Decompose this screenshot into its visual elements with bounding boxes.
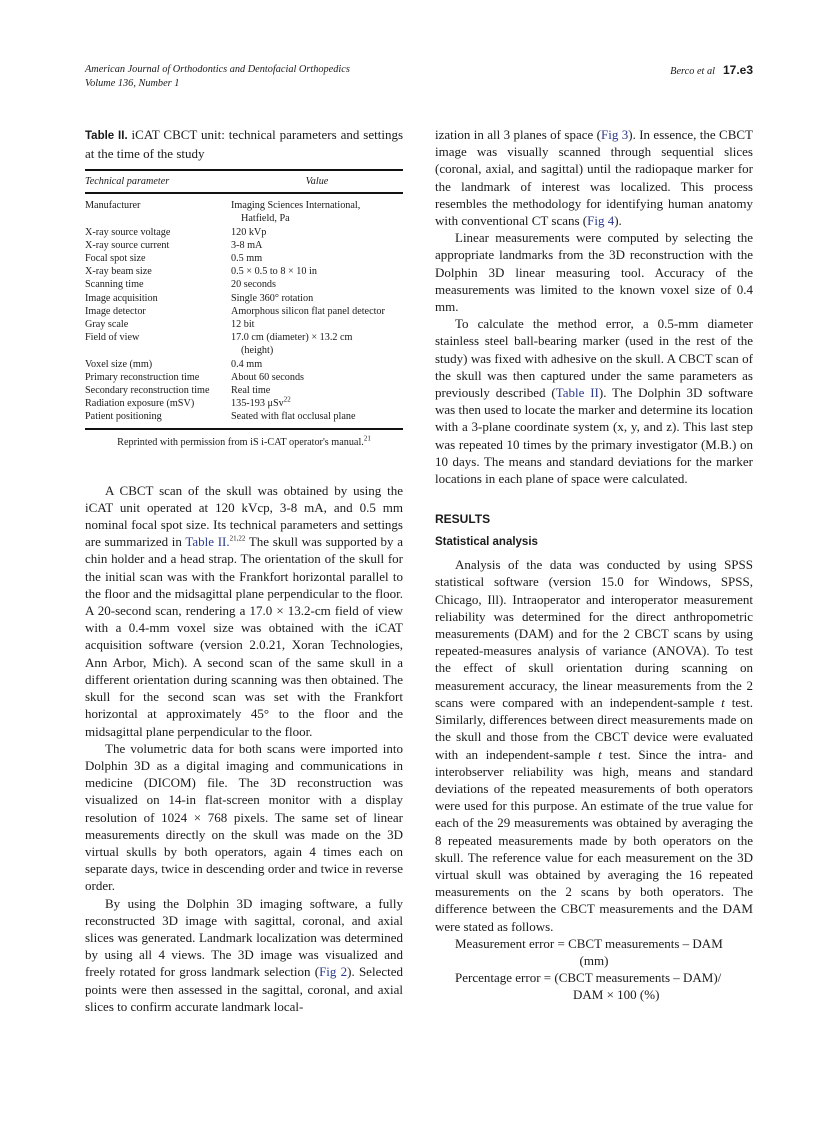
value-cell: [231, 384, 403, 397]
right-body-text: [435, 126, 753, 487]
value-text: 0.4 mm: [231, 358, 263, 370]
section-heading: RESULTS: [435, 512, 491, 527]
parameter-cell: X-ray source voltage: [85, 226, 171, 238]
paragraph: Linear measurements were computed by selecting the appropriate landmarks from the 3D reconstruction with the Dolphin 3D linear measuring tool. Accuracy of the measurements was limited to the known voxel size of 0.4 mm.: [435, 230, 753, 315]
value-text-continued: (height): [241, 345, 274, 357]
parameter-cell: Manufacturer: [85, 200, 141, 212]
paragraph: [85, 895, 403, 1015]
figure-ref-link[interactable]: Fig 3: [600, 127, 629, 142]
parameter-cell: Scanning time: [85, 279, 144, 291]
value-text: Single 360° rotation: [231, 292, 314, 304]
text-run: ). In essence, the CBCT image was visually scanned through sequential slices (coronal, axial, and sagittal) until the radiopaque marker for the landmark of interest was localized. This process resembles the methodology for identifying human anatomy with conventional CT scans (: [435, 127, 753, 229]
parameter-cell: Field of view: [85, 332, 140, 344]
parameter-cell: Voxel size (mm): [85, 358, 153, 370]
parameter-cell: Focal spot size: [85, 253, 146, 265]
table-body: [85, 193, 403, 427]
text-run: A CBCT scan of the skull was obtained by using the iCAT unit operated at 120 kVcp, 3-8 mA, and 0.5 mm nominal focal spot size. Its technical parameters and settings are summarized in: [85, 482, 403, 550]
text-run: By using the Dolphin 3D imaging software, a fully reconstructed 3D image with sagittal, coronal, and axial slices was generated. Landmark localization was determined by using all 4 views. The 3D image was visualized and freely rotated for gross landmark selection (: [85, 895, 403, 980]
table-label: Table II.: [85, 130, 128, 142]
column-header-value: Value: [231, 170, 403, 193]
equation-percentage-error: Percentage error = (CBCT measurements – DAM)/: [455, 969, 722, 985]
text-run: ization in all 3 planes of space (: [435, 127, 601, 142]
subsection-heading: Statistical analysis: [435, 536, 538, 549]
page-number: 17.e3: [722, 63, 753, 77]
value-cell: [231, 193, 403, 225]
journal-volume: Volume 136, Number 1: [85, 78, 180, 89]
paragraph: [85, 482, 403, 740]
running-header-journal: [85, 63, 350, 91]
value-cell: [231, 318, 403, 331]
value-text: 20 seconds: [231, 279, 276, 291]
figure-ref-link[interactable]: Fig 2: [319, 964, 348, 980]
equation-percentage-error-cont: DAM × 100 (%): [573, 986, 660, 1002]
parameter-cell: Image acquisition: [85, 292, 158, 304]
journal-name: American Journal of Orthodontics and Dentofacial Orthopedics: [85, 64, 350, 75]
parameter-cell: Patient positioning: [85, 411, 162, 423]
table-row: [85, 331, 403, 357]
table-footnote: [85, 436, 403, 449]
value-cell: [231, 278, 403, 291]
left-body-text: [85, 482, 403, 1015]
value-text: Imaging Sciences International,: [231, 200, 361, 212]
table-row: [85, 410, 403, 427]
table-title: iCAT CBCT unit: technical parameters and settings at the time of the study: [85, 127, 404, 161]
value-cell: [231, 358, 403, 371]
text-run: The skull was supported by a chin holder and a head strap. The orientation of the skull for the initial scan was with the Frankfort horizontal parallel to the floor and the midsagittal plane perpendicular to the floor. A 20-second scan, rendering a 17.0 × 13.2-cm field of view with a 0.4-mm voxel size was obtained with the iCAT acquisition software (version 2.0.21, Xoran Technologies, Ann Arbor, Mich). A second scan of the same skull in a different orientation during scanning was then obtained. The skull for the second scan was set with the Frankfort horizontal at approximately 45° to the floor and the midsagittal plane perpendicular to the floor.: [85, 534, 403, 739]
table-row: [85, 252, 403, 265]
paragraph: [435, 315, 753, 487]
table-row: [85, 265, 403, 278]
table-bottom-rule: [85, 428, 403, 430]
italic-t: t: [721, 694, 725, 710]
value-cell: [231, 371, 403, 384]
text-run: To calculate the method error, a 0.5-mm diameter stainless steel ball-bearing marker (used in the rest of the study) was fixed with adhesive on the skull. A CBCT scan of the skull was then captured under the same parameters as previously described (: [435, 316, 753, 401]
citation-ref[interactable]: 21,22: [229, 534, 246, 543]
value-text: 0.5 × 0.5 to 8 × 10 in: [231, 266, 317, 278]
paragraph: [435, 556, 753, 934]
value-text: 135-193 μSv: [231, 398, 284, 410]
text-run: Analysis of the data was conducted by using SPSS statistical software (version 15.0 for Windows, SPSS, Chicago, Ill). Intraoperator and interoperator measurement reliability was determined for the direct anthropometric measurements (DAM) and for the 2 CBCT scans by using repeated-measures analysis of variance (ANOVA). To test the effect of skull orientation during scanning on measurement accuracy, the linear measurements from the 2 scans were compared with an independent-sample: [435, 557, 753, 710]
paragraph: The volumetric data for both scans were imported into Dolphin 3D as a digital imaging and communications in medicine (DICOM) file. The 3D reconstruction was visualized on 14-in flat-screen monitor with a display resolution of 1024 × 768 pixels. The same set of linear measurements directly on the skull was made on the 3D virtual skulls by both operators, again 4 times each on separate days, twice in descending order and twice in reverse order.: [85, 740, 403, 894]
right-column: [435, 126, 753, 1003]
column-header-parameter: Technical parameter: [85, 170, 231, 193]
value-cell: [231, 331, 403, 357]
parameter-cell: Gray scale: [85, 319, 129, 331]
table-footnote-ref[interactable]: 21: [363, 434, 371, 443]
value-cell: [231, 265, 403, 278]
table-caption: [85, 126, 403, 162]
value-cell: [231, 305, 403, 318]
value-text: 3-8 mA: [231, 239, 263, 251]
table-row: [85, 371, 403, 384]
table-ref-link[interactable]: Table II: [555, 385, 599, 401]
value-text: Real time: [231, 385, 271, 397]
italic-t: t: [598, 746, 602, 762]
value-cell: [231, 397, 403, 410]
value-text: Seated with flat occlusal plane: [231, 411, 356, 423]
parameter-cell: Image detector: [85, 305, 146, 317]
parameter-cell: Radiation exposure (mSV): [85, 398, 195, 410]
citation-ref[interactable]: 22: [283, 395, 291, 404]
equation-measurement-error-unit: (mm): [579, 952, 609, 968]
table-row: [85, 226, 403, 239]
table-row: [85, 358, 403, 371]
value-text: 120 kVp: [231, 226, 267, 238]
parameter-cell: Primary reconstruction time: [85, 371, 200, 383]
value-cell: [231, 239, 403, 252]
value-cell: [231, 226, 403, 239]
table-row: [85, 318, 403, 331]
value-text: 17.0 cm (diameter) × 13.2 cm: [231, 332, 353, 344]
table-row: [85, 397, 403, 410]
equation-measurement-error: Measurement error = CBCT measurements – DAM: [455, 935, 723, 951]
table-row: [85, 384, 403, 397]
parameter-cell: X-ray beam size: [85, 266, 152, 278]
table-row: [85, 278, 403, 291]
paragraph: [435, 126, 753, 229]
table-row: [85, 305, 403, 318]
table-row: [85, 239, 403, 252]
table-header-row: [85, 170, 403, 193]
table-ref-link[interactable]: Table II.: [185, 534, 230, 550]
figure-ref-link[interactable]: Fig 4: [587, 213, 615, 229]
table-footnote-text: Reprinted with permission from iS i-CAT operator's manual.: [117, 436, 364, 448]
parameter-cell: X-ray source current: [85, 239, 170, 251]
running-authors: Berco et al: [670, 66, 715, 77]
value-text: About 60 seconds: [231, 371, 305, 383]
parameters-table: [85, 169, 403, 428]
parameter-cell: Secondary reconstruction time: [85, 385, 210, 397]
text-run: ). Selected points were then assessed in the sagittal, coronal, and axial slices to confirm accurate landmark local-: [85, 964, 403, 1014]
text-run: ). The Dolphin 3D software was then used to locate the marker and determine its location with a 3-plane coordinate system (x, y, and z). This last step was repeated 10 times by the primary investigator (M.B.) on 10 days. The means and standard deviations for the marker locations in each plane of space were calculated.: [435, 385, 754, 487]
equations: [435, 935, 753, 1003]
value-cell: [231, 410, 403, 427]
value-text-continued: Hatfield, Pa: [241, 213, 290, 225]
results-body-text: [435, 556, 753, 934]
table-row: [85, 193, 403, 225]
left-column: [85, 126, 403, 1015]
text-run: test. Similarly, differences between direct measurements made on the skull and those from the CBCT device were evaluated with an independent-sample: [435, 694, 754, 762]
value-text: 12 bit: [231, 319, 255, 331]
value-text: 0.5 mm: [231, 253, 263, 265]
value-cell: [231, 292, 403, 305]
value-text: Amorphous silicon flat panel detector: [231, 305, 385, 317]
text-run: test. Since the intra- and interobserver reliability was high, means and standard deviations of the repeated measurements of both operators were used for this purpose. An estimate of the true value for each of the 29 measurements was obtained by averaging the 8 repeated measurements made by both operators on the skull. The reference value for each measurement on the 3D virtual skull was obtained by averaging the 16 repeated measurements on the 2 scans by both operators. The difference between the CBCT measurements and the DAM were stated as follows.: [435, 746, 753, 934]
table-row: [85, 292, 403, 305]
text-run: ).: [614, 213, 622, 229]
running-header-page: [670, 63, 753, 79]
value-cell: [231, 252, 403, 265]
